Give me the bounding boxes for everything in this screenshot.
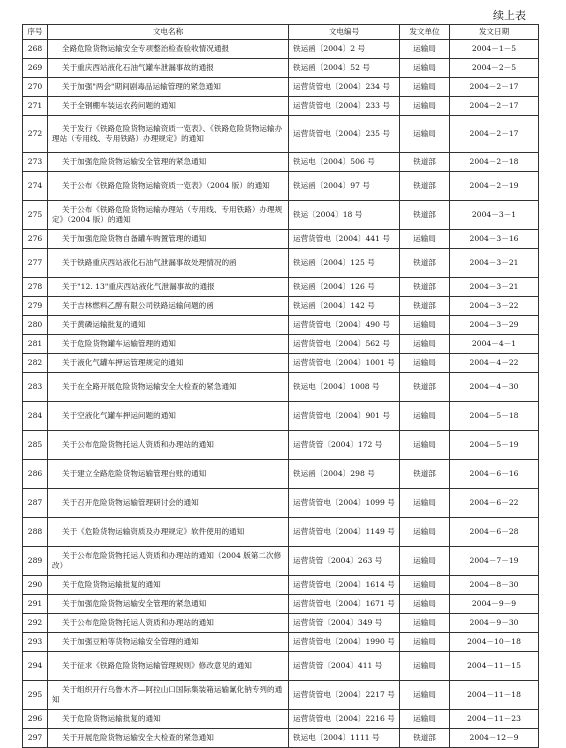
row-number: 295 bbox=[23, 681, 48, 710]
header-title: 文电名称 bbox=[48, 25, 289, 40]
document-code: 运营货管〔2004〕349 号 bbox=[289, 614, 400, 633]
document-code: 铁运函〔2004〕298 号 bbox=[289, 460, 400, 489]
row-number: 287 bbox=[23, 489, 48, 518]
table-row bbox=[23, 614, 539, 633]
document-title bbox=[48, 297, 289, 316]
document-title bbox=[48, 40, 289, 59]
issuing-unit: 运输局 bbox=[400, 402, 450, 431]
issue-date: 2004－6－22 bbox=[450, 489, 539, 518]
issuing-unit: 铁道部 bbox=[400, 729, 450, 748]
document-code: 铁运函〔2004〕125 号 bbox=[289, 249, 400, 278]
document-title-text: 关于建立全路危险货物运输管理台账的通知 bbox=[62, 468, 207, 478]
document-title-text: 关于公布危险货物托运人资质和办理站的通知 bbox=[62, 617, 214, 627]
table-row bbox=[23, 710, 539, 729]
document-title bbox=[48, 710, 289, 729]
row-number: 282 bbox=[23, 354, 48, 373]
table-row bbox=[23, 59, 539, 78]
issue-date: 2004－5－18 bbox=[450, 402, 539, 431]
document-code: 运营货管电〔2004〕235 号 bbox=[289, 116, 400, 153]
issue-date: 2004－3－22 bbox=[450, 297, 539, 316]
issuing-unit: 运输局 bbox=[400, 335, 450, 354]
issue-date: 2004－11－15 bbox=[450, 652, 539, 681]
issuing-unit: 运输局 bbox=[400, 230, 450, 249]
document-title bbox=[48, 335, 289, 354]
issuing-unit: 运输局 bbox=[400, 595, 450, 614]
issuing-unit: 运输局 bbox=[400, 59, 450, 78]
row-number: 272 bbox=[23, 116, 48, 153]
row-number: 293 bbox=[23, 633, 48, 652]
issuing-unit: 运输局 bbox=[400, 489, 450, 518]
table-row bbox=[23, 172, 539, 201]
table-header-row bbox=[23, 25, 539, 40]
header-no: 序号 bbox=[23, 25, 48, 40]
document-title-text: 关于召开危险货物运输管理研讨会的通知 bbox=[62, 497, 199, 507]
document-title-text: 关于加强危险货物运输安全管理的紧急通知 bbox=[62, 598, 207, 608]
table-row bbox=[23, 373, 539, 402]
issuing-unit: 铁道部 bbox=[400, 249, 450, 278]
issue-date: 2004－3－16 bbox=[450, 230, 539, 249]
document-title-text: 全路危险货物运输安全专项整治检查验收情况通报 bbox=[62, 43, 230, 53]
document-title-text: 关于加强危险货物自备罐车购置管理的通知 bbox=[62, 233, 207, 243]
document-title bbox=[48, 97, 289, 116]
table-row bbox=[23, 153, 539, 172]
issuing-unit: 铁道部 bbox=[400, 297, 450, 316]
issuing-unit: 运输局 bbox=[400, 576, 450, 595]
row-number: 275 bbox=[23, 201, 48, 230]
issuing-unit: 铁道部 bbox=[400, 153, 450, 172]
document-title-text: 关于全钢棚车装运农药问题的通知 bbox=[62, 100, 176, 110]
document-code: 运营货管电〔2004〕1614 号 bbox=[289, 576, 400, 595]
row-number: 274 bbox=[23, 172, 48, 201]
document-title bbox=[48, 59, 289, 78]
issue-date: 2004－3－1 bbox=[450, 201, 539, 230]
row-number: 286 bbox=[23, 460, 48, 489]
document-title bbox=[48, 614, 289, 633]
table-row bbox=[23, 595, 539, 614]
row-number: 281 bbox=[23, 335, 48, 354]
table-row bbox=[23, 354, 539, 373]
document-title-text: 关于开展危险货物运输安全大检查的紧急通知 bbox=[62, 732, 214, 742]
table-row bbox=[23, 278, 539, 297]
table-row bbox=[23, 335, 539, 354]
document-code: 运营货管〔2004〕263 号 bbox=[289, 547, 400, 576]
document-title bbox=[48, 316, 289, 335]
issuing-unit: 运输局 bbox=[400, 78, 450, 97]
document-code: 铁运电〔2004〕1008 号 bbox=[289, 373, 400, 402]
issue-date: 2004－11－23 bbox=[450, 710, 539, 729]
issue-date: 2004－2－18 bbox=[450, 153, 539, 172]
row-number: 284 bbox=[23, 402, 48, 431]
table-row bbox=[23, 489, 539, 518]
row-number: 296 bbox=[23, 710, 48, 729]
row-number: 285 bbox=[23, 431, 48, 460]
document-title-text: 关于危险货物运输批复的通知 bbox=[62, 579, 161, 589]
row-number: 280 bbox=[23, 316, 48, 335]
document-title bbox=[48, 78, 289, 97]
document-title-text: 关于加强危险货物运输安全管理的紧急通知 bbox=[62, 156, 207, 166]
issue-date: 2004－8－30 bbox=[450, 576, 539, 595]
issue-date: 2004－9－30 bbox=[450, 614, 539, 633]
document-title bbox=[48, 278, 289, 297]
issue-date: 2004－3－21 bbox=[450, 278, 539, 297]
header-unit: 发文单位 bbox=[400, 25, 450, 40]
row-number: 289 bbox=[23, 547, 48, 576]
issue-date: 2004－2－17 bbox=[450, 116, 539, 153]
table-row bbox=[23, 431, 539, 460]
issuing-unit: 运输局 bbox=[400, 547, 450, 576]
document-title bbox=[48, 595, 289, 614]
document-title-text: 关于征求《铁路危险货物运输管理规则》修改意见的通知 bbox=[62, 660, 252, 670]
table-row bbox=[23, 97, 539, 116]
document-title-text: 关于《危险货物运输资质及办理规定》软件使用的通知 bbox=[62, 526, 245, 536]
issuing-unit: 铁道部 bbox=[400, 172, 450, 201]
document-title bbox=[48, 652, 289, 681]
document-code: 运营货管电〔2004〕1671 号 bbox=[289, 595, 400, 614]
document-code: 运营货管电〔2004〕2216 号 bbox=[289, 710, 400, 729]
document-title bbox=[48, 681, 289, 710]
row-number: 271 bbox=[23, 97, 48, 116]
document-table bbox=[22, 24, 539, 748]
document-title-text: 关于加强"两会"期间剧毒品运输管理的紧急通知 bbox=[62, 81, 221, 91]
issue-date: 2004－7－19 bbox=[450, 547, 539, 576]
row-number: 292 bbox=[23, 614, 48, 633]
document-title-text: 关于危险货物罐车运输管理的通知 bbox=[62, 338, 176, 348]
table-row bbox=[23, 297, 539, 316]
document-title-text: 关于在全路开展危险货物运输安全大检查的紧急通知 bbox=[62, 381, 237, 391]
document-title-text: 关于发行《铁路危险货物运输资质一览表》、《铁路危险货物运输办理站（专用线、专用铁路）办理规定》的通知 bbox=[52, 123, 283, 143]
issue-date: 2004－4－30 bbox=[450, 373, 539, 402]
table-row bbox=[23, 576, 539, 595]
document-title-text: 关于空液化气罐车押运问题的通知 bbox=[62, 410, 176, 420]
document-title bbox=[48, 354, 289, 373]
table-row bbox=[23, 518, 539, 547]
table-row bbox=[23, 402, 539, 431]
document-code: 运营货管电〔2004〕1149 号 bbox=[289, 518, 400, 547]
document-code: 运营货管电〔2004〕1001 号 bbox=[289, 354, 400, 373]
header-code: 文电编号 bbox=[289, 25, 400, 40]
document-title-text: 关于"12. 13"重庆西站液化气泄漏事故的通报 bbox=[62, 281, 215, 291]
document-title bbox=[48, 489, 289, 518]
row-number: 288 bbox=[23, 518, 48, 547]
document-code: 铁运〔2004〕18 号 bbox=[289, 201, 400, 230]
document-title bbox=[48, 402, 289, 431]
header-date: 发文日期 bbox=[450, 25, 539, 40]
row-number: 283 bbox=[23, 373, 48, 402]
document-title-text: 关于公布《铁路危险货物运输资质一览表》（2004 版）的通知 bbox=[62, 180, 270, 190]
table-row bbox=[23, 681, 539, 710]
table-row bbox=[23, 230, 539, 249]
issuing-unit: 运输局 bbox=[400, 316, 450, 335]
table-row bbox=[23, 460, 539, 489]
document-title bbox=[48, 729, 289, 748]
row-number: 294 bbox=[23, 652, 48, 681]
document-code: 铁运函〔2004〕97 号 bbox=[289, 172, 400, 201]
row-number: 273 bbox=[23, 153, 48, 172]
document-code: 铁运函〔2004〕2 号 bbox=[289, 40, 400, 59]
document-title-text: 关于加强豆粕等货物运输安全管理的通知 bbox=[62, 636, 199, 646]
issuing-unit: 运输局 bbox=[400, 652, 450, 681]
table-row bbox=[23, 633, 539, 652]
issue-date: 2004－9－9 bbox=[450, 595, 539, 614]
issuing-unit: 铁道部 bbox=[400, 460, 450, 489]
document-title bbox=[48, 153, 289, 172]
document-code: 铁运函〔2004〕126 号 bbox=[289, 278, 400, 297]
document-code: 运营货管电〔2004〕562 号 bbox=[289, 335, 400, 354]
document-title-text: 关于吉林燃料乙醇有限公司铁路运输问题的函 bbox=[62, 300, 214, 310]
issuing-unit: 运输局 bbox=[400, 431, 450, 460]
continued-label: 续上表 bbox=[493, 9, 526, 22]
document-title bbox=[48, 249, 289, 278]
issuing-unit: 运输局 bbox=[400, 633, 450, 652]
document-title-text: 关于黄磷运输批复的通知 bbox=[62, 319, 146, 329]
issue-date: 2004－11－18 bbox=[450, 681, 539, 710]
document-title bbox=[48, 547, 289, 576]
document-code: 运营货管电〔2004〕234 号 bbox=[289, 78, 400, 97]
document-code: 运营货管电〔2004〕2217 号 bbox=[289, 681, 400, 710]
row-number: 276 bbox=[23, 230, 48, 249]
document-code: 运营货管电〔2004〕1099 号 bbox=[289, 489, 400, 518]
row-number: 279 bbox=[23, 297, 48, 316]
row-number: 277 bbox=[23, 249, 48, 278]
document-title bbox=[48, 460, 289, 489]
issue-date: 2004－2－17 bbox=[450, 97, 539, 116]
issuing-unit: 运输局 bbox=[400, 40, 450, 59]
document-code: 运营货管电〔2004〕441 号 bbox=[289, 230, 400, 249]
issue-date: 2004－3－29 bbox=[450, 316, 539, 335]
document-code: 运营货管电〔2004〕901 号 bbox=[289, 402, 400, 431]
row-number: 268 bbox=[23, 40, 48, 59]
document-title bbox=[48, 116, 289, 153]
table-row bbox=[23, 729, 539, 748]
document-code: 运营货管电〔2004〕490 号 bbox=[289, 316, 400, 335]
issuing-unit: 运输局 bbox=[400, 116, 450, 153]
issuing-unit: 运输局 bbox=[400, 614, 450, 633]
issue-date: 2004－10－18 bbox=[450, 633, 539, 652]
issuing-unit: 运输局 bbox=[400, 681, 450, 710]
row-number: 278 bbox=[23, 278, 48, 297]
table-row bbox=[23, 201, 539, 230]
issuing-unit: 铁道部 bbox=[400, 278, 450, 297]
table-row bbox=[23, 40, 539, 59]
document-code: 铁运函〔2004〕142 号 bbox=[289, 297, 400, 316]
table-row bbox=[23, 652, 539, 681]
document-code: 铁运电〔2004〕506 号 bbox=[289, 153, 400, 172]
document-code: 运营货管〔2004〕411 号 bbox=[289, 652, 400, 681]
issue-date: 2004－4－22 bbox=[450, 354, 539, 373]
document-title-text: 关于公布《铁路危险货物运输办理站（专用线、专用铁路）办理规定》（2004 版）的通知 bbox=[52, 204, 283, 224]
issuing-unit: 运输局 bbox=[400, 710, 450, 729]
issuing-unit: 铁道部 bbox=[400, 201, 450, 230]
issue-date: 2004－2－19 bbox=[450, 172, 539, 201]
issuing-unit: 运输局 bbox=[400, 354, 450, 373]
row-number: 270 bbox=[23, 78, 48, 97]
document-code: 运营货管〔2004〕172 号 bbox=[289, 431, 400, 460]
issue-date: 2004－3－21 bbox=[450, 249, 539, 278]
document-code: 铁运电〔2004〕1111 号 bbox=[289, 729, 400, 748]
document-title-text: 关于危险货物运输批复的通知 bbox=[62, 713, 161, 723]
table-row bbox=[23, 249, 539, 278]
document-title bbox=[48, 518, 289, 547]
document-title-text: 关于组织开行乌鲁木齐—阿拉山口国际集装箱运输氰化钠专列的通知 bbox=[52, 684, 283, 704]
issue-date: 2004－6－28 bbox=[450, 518, 539, 547]
document-title-text: 关于液化气罐车押运管理规定的通知 bbox=[62, 357, 184, 367]
document-title bbox=[48, 576, 289, 595]
issue-date: 2004－2－17 bbox=[450, 78, 539, 97]
document-title bbox=[48, 230, 289, 249]
issuing-unit: 运输局 bbox=[400, 518, 450, 547]
row-number: 291 bbox=[23, 595, 48, 614]
document-title-text: 关于重庆西站液化石油气罐车泄漏事故的通报 bbox=[62, 62, 214, 72]
document-code: 运营货管电〔2004〕233 号 bbox=[289, 97, 400, 116]
table-row bbox=[23, 78, 539, 97]
issue-date: 2004－12－9 bbox=[450, 729, 539, 748]
document-title bbox=[48, 172, 289, 201]
document-title bbox=[48, 431, 289, 460]
row-number: 290 bbox=[23, 576, 48, 595]
document-code: 铁运函〔2004〕52 号 bbox=[289, 59, 400, 78]
issue-date: 2004－1－5 bbox=[450, 40, 539, 59]
table-row bbox=[23, 316, 539, 335]
issue-date: 2004－5－19 bbox=[450, 431, 539, 460]
issue-date: 2004－6－16 bbox=[450, 460, 539, 489]
document-title-text: 关于公布危险货物托运人资质和办理站的通知 bbox=[62, 439, 214, 449]
row-number: 297 bbox=[23, 729, 48, 748]
document-title bbox=[48, 201, 289, 230]
table-row bbox=[23, 116, 539, 153]
row-number: 269 bbox=[23, 59, 48, 78]
document-code: 运营货管电〔2004〕1990 号 bbox=[289, 633, 400, 652]
issuing-unit: 运输局 bbox=[400, 97, 450, 116]
issue-date: 2004－2－5 bbox=[450, 59, 539, 78]
document-title-text: 关于铁路重庆西站液化石油气泄漏事故处理情况的函 bbox=[62, 257, 237, 267]
document-title bbox=[48, 373, 289, 402]
issue-date: 2004－4－1 bbox=[450, 335, 539, 354]
table-body bbox=[23, 40, 539, 748]
table-row bbox=[23, 547, 539, 576]
document-title bbox=[48, 633, 289, 652]
document-title-text: 关于公布危险货物托运人资质和办理站的通知（2004 版第二次修改） bbox=[52, 550, 282, 570]
issuing-unit: 铁道部 bbox=[400, 373, 450, 402]
